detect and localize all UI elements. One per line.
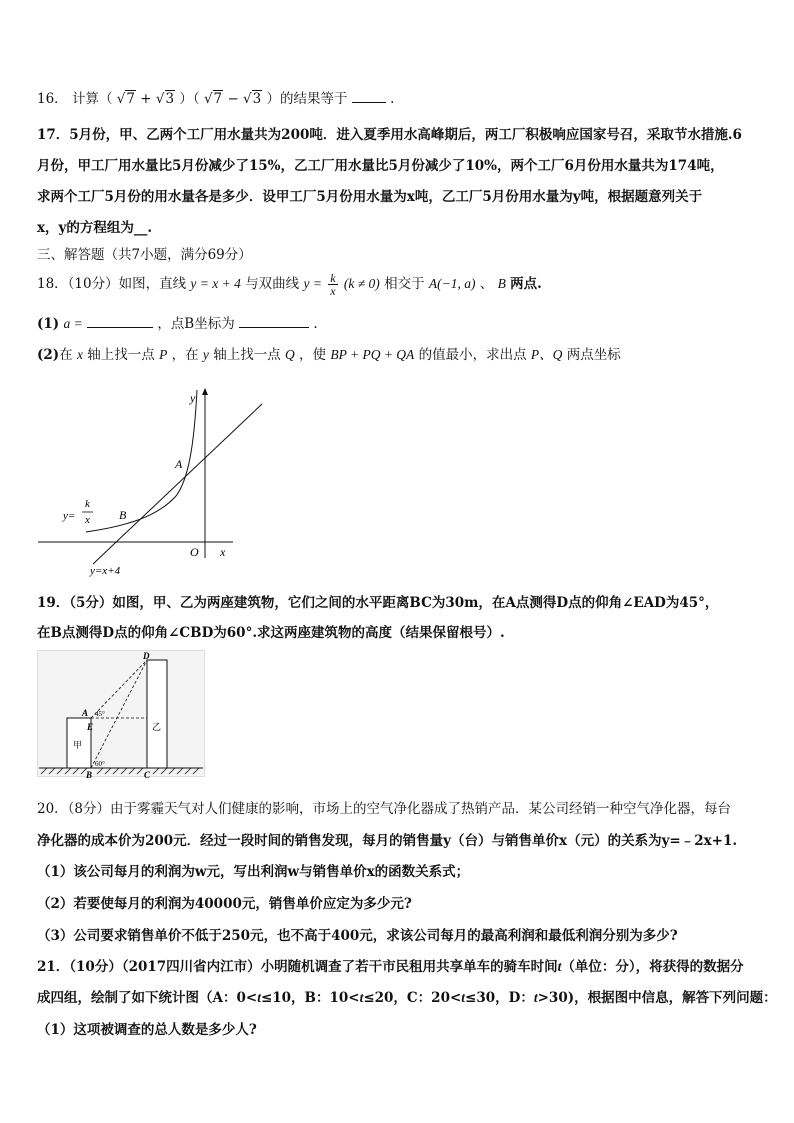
line-graph — [93, 404, 262, 564]
q16-sqrt-d: √3 — [243, 91, 262, 107]
q17-line1: 17．5月份，甲、乙两个工厂用水量共为200吨．进入夏季用水高峰期后，两工厂积极响应国家号召，采取节水措施.6 — [37, 127, 742, 143]
q16-middle: ）（ — [179, 91, 200, 107]
label-hyp-num: k — [85, 498, 90, 510]
q18-part1-mid: ，点B坐标为 — [157, 316, 235, 332]
label-a: A — [82, 708, 89, 718]
q18-sep: 、 — [479, 276, 494, 292]
q16-minus: − — [227, 91, 239, 107]
q18-mid1: 与双曲线 — [245, 276, 300, 292]
q21-line2-c: ≤20，C：20< — [363, 990, 462, 1006]
building-jia-label: 甲 — [73, 740, 83, 750]
q21-sub1: （1）这项被调查的总人数是多少人? — [37, 1022, 257, 1038]
q18-suffix: 两点. — [510, 276, 542, 292]
q21-line1-t: t — [557, 959, 562, 974]
q18-mid2: 相交于 — [384, 276, 425, 292]
building-yi — [147, 660, 167, 768]
q16-plus: + — [140, 91, 152, 107]
label-c: C — [144, 770, 151, 778]
q18-part2-p: P — [159, 347, 168, 362]
q21-line2-d: ≤30，D： — [465, 990, 534, 1006]
q18-part1 — [37, 313, 318, 333]
q18-part2-y: y — [202, 347, 209, 362]
q18-part2-text1: 在 — [59, 347, 73, 363]
y-axis-arrow-icon — [202, 388, 208, 395]
q18-part2 — [37, 346, 621, 364]
label-y: y — [190, 391, 196, 405]
q18-prefix: 18．（10分）如图，直线 — [37, 276, 187, 292]
q18-part1-end: . — [313, 316, 318, 332]
q16-sqrt-a: √7 — [116, 91, 135, 107]
q17-line4: x，y的方程组为__. — [37, 220, 153, 236]
building-yi-label: 乙 — [152, 722, 162, 732]
q18-part2-pq: P、Q — [530, 347, 563, 362]
label-b: B — [119, 508, 127, 522]
label-b: B — [86, 770, 93, 778]
q18-part2-text4: 轴上找一点 — [213, 347, 281, 363]
q20-sub3: （3）公司要求销售单价不低于250元，也不高于400元，求该公司每月的最高利润和最低利润分别为多少? — [37, 928, 678, 944]
q16-sqrt-b: √3 — [155, 91, 175, 107]
q18-part2-text6: 的值最小，求出点 — [418, 347, 527, 363]
q18-point-a: A(−1, a) — [428, 276, 476, 291]
q17-line2: 月份，甲工厂用水量比5月份减少了15%，乙工厂用水量比5月份减少了10%，两个工厂6月份用水量共为174吨， — [37, 158, 724, 174]
q19-line2: 在B点测得D点的仰角∠CBD为60°.求这两座建筑物的高度（结果保留根号）. — [37, 625, 505, 641]
q18-part1-a: a = — [63, 316, 83, 331]
label-d: D — [143, 651, 150, 661]
q18-part2-label: (2) — [37, 347, 60, 363]
label-line: y=x+4 — [90, 565, 121, 577]
q18-cond: (k ≠ 0) — [343, 276, 380, 291]
q20-sub1: （1）该公司每月的利润为w元，写出利润w与销售单价x的函数关系式； — [37, 864, 470, 880]
q21-line1 — [37, 958, 744, 976]
q19-figure — [37, 650, 207, 778]
q21-line2-t4: t — [533, 990, 538, 1005]
q19-line1: 19．（5分）如图，甲、乙为两座建筑物，它们之间的水平距离BC为30m，在A点测得D点的仰角∠EAD为45°， — [37, 595, 719, 611]
section3-title: 三、解答题（共7小题，满分69分） — [37, 247, 252, 263]
label-hyp-lhs: y= — [63, 510, 76, 522]
q17-line3: 求两个工厂5月份的用水量各是多少．设甲工厂5月份用水量为x吨，乙工厂5月份用水量为y吨，根据题意列关于 — [37, 189, 703, 205]
q16-line — [37, 88, 394, 108]
q18-part2-expr: BP + PQ + QA — [330, 347, 415, 362]
q18-part2-text7: 两点坐标 — [566, 347, 621, 363]
q21-line1-a: 21．（10分）（2017四川省内江市）小明随机调查了若干市民租用共享单车的骑车时间 — [37, 959, 558, 975]
q21-line2-t2: t — [359, 990, 364, 1005]
q16-sqrt-c: √7 — [203, 91, 223, 107]
q18-eq-line: y = x + 4 — [190, 276, 241, 291]
q16-text-before: 计算（ — [71, 91, 113, 107]
q18-blank-a[interactable] — [87, 313, 153, 328]
q18-frac-den: x — [330, 284, 336, 298]
q21-line2-b: ≤10，B：10< — [260, 990, 360, 1006]
q18-blank-b[interactable] — [239, 313, 309, 328]
q20-line2: 净化器的成本价为200元．经过一段时间的销售发现，每月的销售量y（台）与销售单价x（元）的关系为y=﹣2x+1. — [37, 833, 738, 849]
angle-45: 45° — [95, 710, 105, 718]
q20-sub2: （2）若要使每月的利润为40000元，销售单价应定为多少元? — [37, 896, 412, 912]
q18-part2-text3: ，在 — [171, 347, 199, 363]
label-e: E — [87, 722, 94, 732]
q18-point-b: B — [497, 276, 506, 291]
q21-line2-a: 成四组，绘制了如下统计图（A：0< — [37, 990, 258, 1006]
q21-line2 — [37, 989, 777, 1007]
q18-part2-x: x — [76, 347, 83, 362]
q21-line2-e: >30)，根据图中信息，解答下列问题： — [537, 990, 777, 1006]
figure-frame — [38, 651, 205, 777]
q18-part2-text2: 轴上找一点 — [87, 347, 155, 363]
q20-line1: 20．（8分）由于雾霾天气对人们健康的影响，市场上的空气净化器成了热销产品．某公司经销一种空气净化器，每台 — [37, 801, 732, 817]
label-hyp-den: x — [85, 514, 90, 526]
angle-60: 60° — [95, 760, 105, 768]
q16-number: 16． — [37, 91, 68, 107]
q18-eq-hyp-lhs: y = — [303, 276, 322, 291]
q16-end: . — [390, 91, 395, 107]
q16-text-after: ）的结果等于 — [266, 91, 348, 107]
q18-stem — [37, 270, 542, 298]
label-x: x — [220, 545, 226, 559]
q16-answer-blank[interactable] — [352, 88, 386, 103]
q21-line2-t3: t — [461, 990, 466, 1005]
q18-part2-q: Q — [285, 347, 295, 362]
q21-line2-t1: t — [257, 990, 261, 1005]
q18-part1-label: (1) — [37, 316, 60, 332]
label-o: O — [190, 545, 199, 559]
q18-hyp-fraction — [328, 272, 337, 297]
q18-part2-text5: ，使 — [299, 347, 327, 363]
q21-line1-b: （单位：分），将获得的数据分 — [561, 959, 744, 975]
q18-frac-num: k — [330, 271, 336, 285]
label-a: A — [175, 457, 183, 471]
q18-figure — [38, 388, 278, 578]
